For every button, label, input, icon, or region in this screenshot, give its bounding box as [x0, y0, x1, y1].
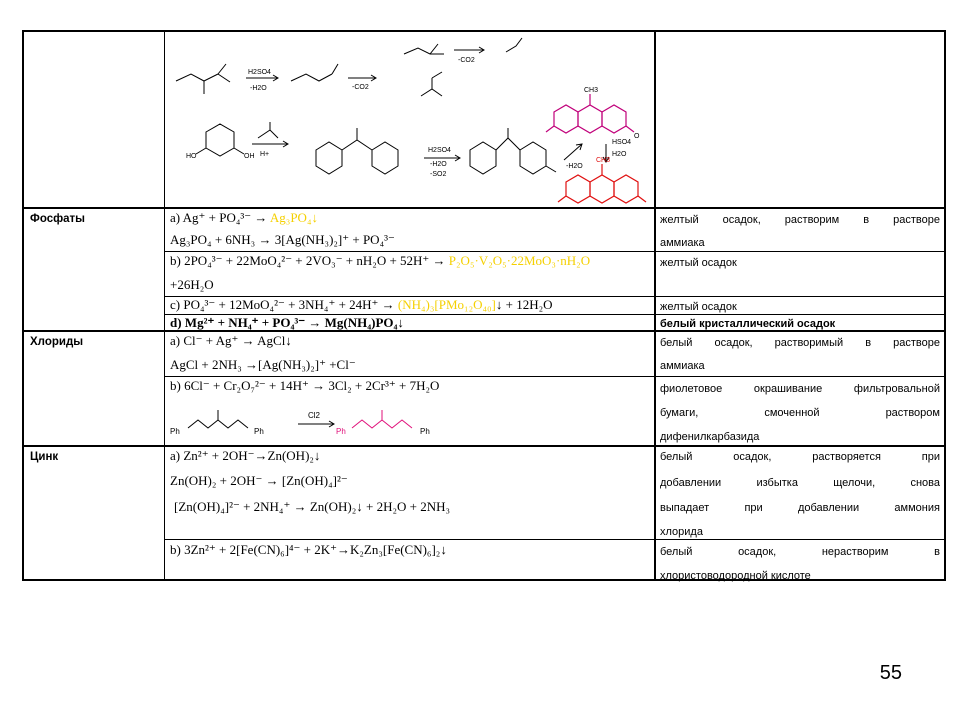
- result-text: белый осадок, растворимый в растворе: [660, 337, 940, 349]
- reagent-label: H2SO4: [428, 147, 451, 154]
- reactions-table: [22, 30, 946, 581]
- reaction-line: a) Ag⁺ + PO₄³⁻ → Ag₃PO₄↓: [170, 210, 318, 225]
- reagent-label: H+: [260, 151, 270, 158]
- result-text: фиолетовое окрашивание фильтровальной: [660, 383, 940, 395]
- row-divider: [164, 251, 944, 252]
- reagent-label: H2O: [612, 151, 627, 158]
- reagent-label: -CO2: [352, 84, 369, 91]
- column-divider: [164, 32, 165, 579]
- phenyl-label: Ph: [170, 427, 180, 436]
- reaction-line: Zn(OH)₂ + 2OH⁻ → [Zn(OH)₄]²⁻: [170, 473, 348, 488]
- phenyl-label: Ph: [254, 427, 264, 436]
- reaction-line: b) 3Zn²⁺ + 2[Fe(CN)₆]⁴⁻ + 2K⁺→K₂Zn₃[Fe(CN)₆]₂↓: [170, 542, 447, 557]
- row-divider: [24, 207, 944, 209]
- reagent-label: HSO4: [612, 139, 632, 146]
- result-text: хлористоводородной кислоте: [660, 570, 811, 582]
- reaction-line: c) PO₄³⁻ + 12MoO₄²⁻ + 3NH₄⁺ + 24H⁺ → (NH₄)₃[PMo₁₂O₄₀]↓ + 12H₂O: [170, 297, 553, 312]
- substituent-label: HO: [186, 153, 197, 160]
- substituent-label: CH3: [596, 157, 611, 164]
- result-text: дифенилкарбазида: [660, 431, 760, 443]
- reaction-line: [Zn(OH)₄]²⁻ + 2NH₄⁺ → Zn(OH)₂↓ + 2H₂O + 2NH₃: [174, 499, 451, 514]
- substituent-label: CH3: [584, 87, 599, 94]
- row-divider: [164, 539, 944, 540]
- reaction-line: d) Mg²⁺ + NH₄⁺ + PO₄³⁻ → Mg(NH₄)PO₄↓: [170, 315, 404, 330]
- result-text: белый кристаллический осадок: [660, 318, 836, 330]
- reaction-scheme: [166, 34, 652, 206]
- reagent-label: -H2O: [430, 161, 447, 168]
- result-text: белый осадок, нерастворим в: [660, 546, 940, 558]
- reaction-line: a) Zn²⁺ + 2OH⁻→Zn(OH)₂↓: [170, 448, 321, 463]
- reagent-label: -CO2: [458, 57, 475, 64]
- reagent-label: -H2O: [250, 85, 267, 92]
- result-text: желтый осадок, растворим в растворе: [660, 214, 940, 226]
- row-divider: [164, 376, 944, 377]
- page-number: 55: [879, 662, 902, 684]
- phenyl-label: Ph: [420, 427, 430, 436]
- reagent-label: H2SO4: [248, 69, 271, 76]
- group-label-chlorides: Хлориды: [30, 336, 84, 348]
- result-text: желтый осадок: [660, 257, 737, 269]
- reaction-line: Ag₃PO₄ + 6NH₃ → 3[Ag(NH₃)₂]⁺ + PO₄³⁻: [170, 232, 395, 247]
- result-text: хлорида: [660, 526, 703, 538]
- result-text: белый осадок, растворяется при: [660, 451, 940, 463]
- reagent-label: Cl2: [308, 411, 321, 420]
- result-text: добавлении избытка щелочи, снова: [660, 477, 940, 489]
- result-text: бумаги, смоченной раствором: [660, 407, 940, 419]
- result-text: желтый осадок: [660, 301, 737, 313]
- group-label-zinc: Цинк: [30, 451, 59, 463]
- reaction-line: a) Cl⁻ + Ag⁺ → AgCl↓: [170, 333, 292, 348]
- group-label-phosphates: Фосфаты: [30, 213, 85, 225]
- phenyl-label: Ph: [336, 427, 346, 436]
- reaction-line: AgCl + 2NH₃ →[Ag(NH₃)₂]⁺ +Cl⁻: [170, 357, 356, 372]
- reagent-label: -H2O: [566, 163, 583, 170]
- reaction-line: b) 2PO₄³⁻ + 22MoO₄²⁻ + 2VO₃⁻ + nH₂O + 52H⁺ → P₂O₅·V₂O₅·22MoO₃·nH₂O: [170, 253, 591, 268]
- substituent-label: OH: [244, 153, 255, 160]
- row-divider: [24, 445, 944, 447]
- result-text: аммиака: [660, 360, 705, 372]
- diphenylcarbazide-scheme: [170, 398, 460, 442]
- column-divider: [654, 32, 656, 579]
- reagent-label: -SO2: [430, 171, 447, 178]
- result-text: выпадает при добавлении аммония: [660, 502, 940, 514]
- reaction-line: b) 6Cl⁻ + Cr₂O₇²⁻ + 14H⁺ → 3Cl₂ + 2Cr³⁺ + 7H₂O: [170, 378, 440, 393]
- reaction-line: +26H₂O: [170, 277, 214, 292]
- result-text: аммиака: [660, 237, 705, 249]
- substituent-label: O: [634, 133, 640, 140]
